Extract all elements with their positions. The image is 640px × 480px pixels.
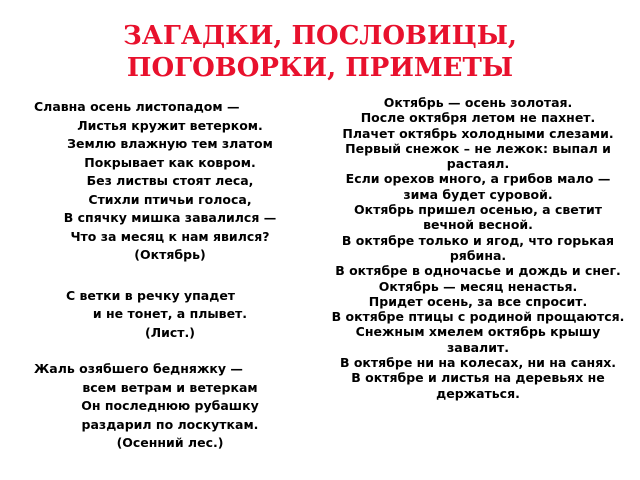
proverb-item: Если орехов много, а грибов мало — зима будет суровой. (345, 171, 611, 202)
proverb-list (330, 95, 626, 401)
proverb-item: Придет осень, за все спросит. (368, 293, 588, 309)
riddle-line: раздарил по лоскуткам. (81, 416, 259, 432)
proverb-item: В октябре и листья на деревьях не держаться. (351, 370, 605, 401)
riddles-column (22, 98, 318, 453)
riddle-answer: (Лист.) (145, 324, 195, 340)
proverb-item: В октябре птицы с родиной прощаются. (331, 309, 625, 325)
proverb-item: В октябре ни на колесах, ни на санях. (339, 355, 617, 371)
riddle-line: Славна осень листопадом — (34, 99, 240, 114)
title-line-1: ЗАГАДКИ, ПОСЛОВИЦЫ, (123, 21, 517, 51)
riddle-line: Он последнюю рубашку (81, 398, 259, 413)
proverb-item: В октябре в одночасье и дождь и снег. (335, 263, 621, 279)
proverb-item: Снежным хмелем октябрь крышу завалит. (355, 324, 601, 355)
riddle-line: В спячку мишка завалился — (63, 210, 277, 225)
proverb-item: После октября летом не пахнет. (360, 110, 596, 126)
proverbs-column (330, 95, 626, 401)
riddle-answer: (Октябрь) (134, 247, 206, 262)
riddle-leaf (22, 287, 318, 343)
proverb-item: Октябрь пришел осенью, а светит вечной весной. (353, 202, 603, 233)
title-line-2: ПОГОВОРКИ, ПРИМЕТЫ (126, 53, 514, 83)
proverb-item: Октябрь — месяц ненастья. (378, 278, 578, 294)
riddle-line: Листья кружит ветерком. (77, 117, 263, 133)
riddle-line: Покрывает как ковром. (84, 154, 256, 170)
riddle-line: всем ветрам и ветеркам (82, 379, 258, 395)
proverb-item: В октябре только и ягод, что горькая рябина. (341, 232, 615, 263)
riddle-line: Жаль озябшего бедняжку — (34, 361, 243, 376)
proverb-item: Октябрь — осень золотая. (383, 95, 573, 110)
riddle-autumn-forest (22, 360, 318, 453)
riddle-answer: (Осенний лес.) (116, 435, 224, 450)
riddle-line: Землю влажную тем златом (67, 136, 273, 151)
riddle-october (22, 98, 318, 265)
proverb-item: Первый снежок – не лежок: выпал и растаял. (345, 140, 611, 172)
riddle-line: Что за месяц к нам явился? (70, 228, 270, 244)
riddle-line: Стихли птичьи голоса, (88, 191, 252, 207)
slide-title (0, 20, 640, 84)
riddle-line: и не тонет, а плывет. (92, 306, 248, 321)
riddle-line: Без листвы стоят леса, (86, 173, 254, 188)
proverb-item: Плачет октябрь холодными слезами. (342, 125, 614, 141)
riddle-line: С ветки в речку упадет (66, 287, 236, 303)
